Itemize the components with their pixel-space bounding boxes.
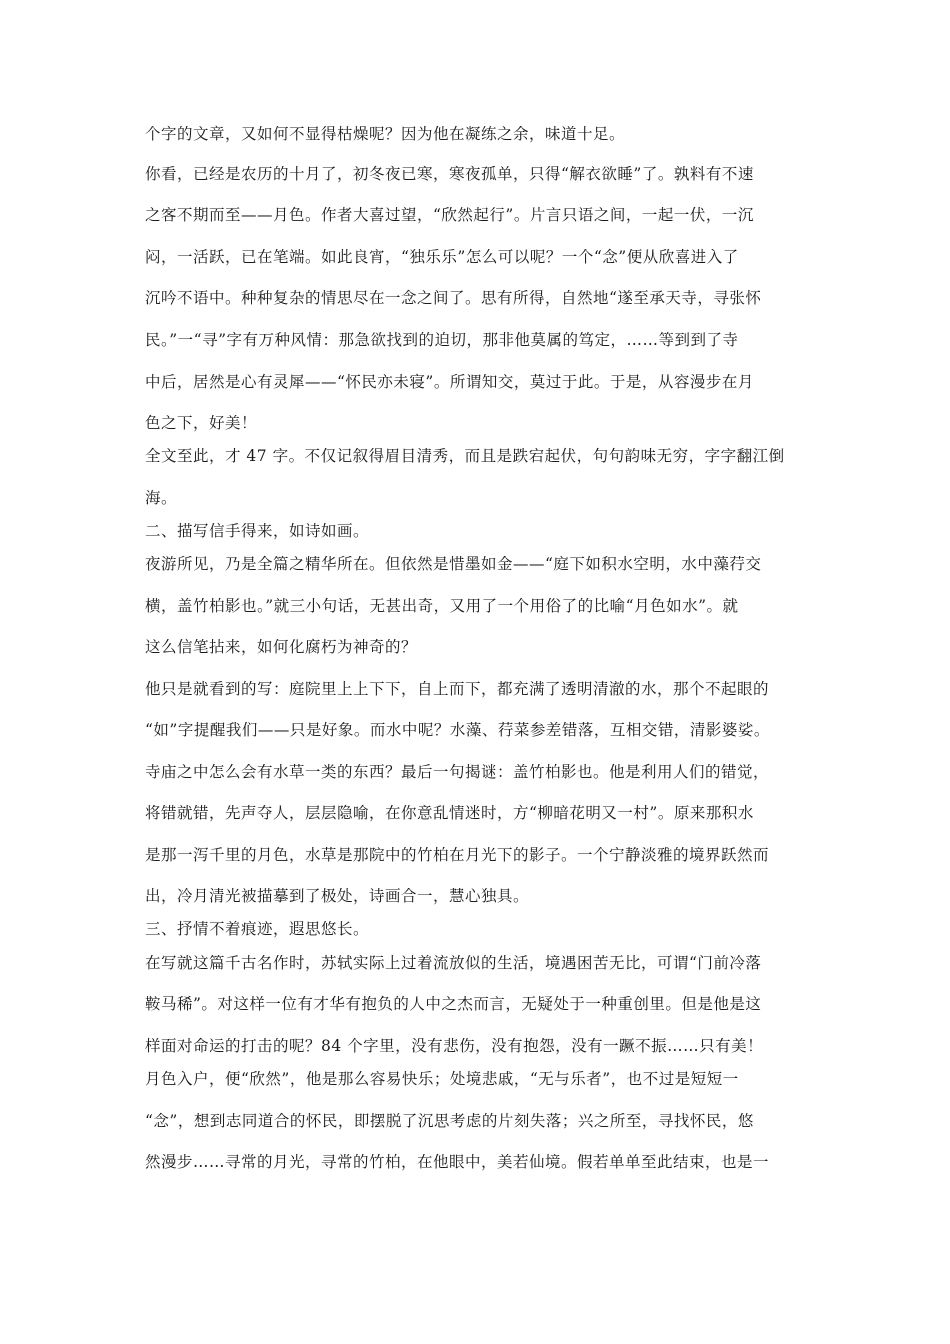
text-line: 这么信笔拈来，如何化腐朽为神奇的？	[145, 638, 418, 656]
text-line: 之客不期而至——月色。作者大喜过望，“欣然起行”。片言只语之间，一起一伏，一沉	[145, 206, 754, 224]
text-line: 闷，一活跃，已在笔端。如此良宵，“独乐乐”怎么可以呢？一个“念”便从欣喜进入了	[145, 248, 739, 266]
text-line: 月色入户，便“欣然”，他是那么容易快乐；处境悲戚，“无与乐者”，也不过是短短一	[145, 1070, 739, 1088]
section-heading: 二、描写信手得来，如诗如画。	[145, 522, 370, 540]
text-line: 出，冷月清光被描摹到了极处，诗画合一，慧心独具。	[145, 887, 530, 905]
text-line: 夜游所见，乃是全篇之精华所在。但依然是惜墨如金——“庭下如积水空明，水中藻荇交	[145, 555, 762, 573]
text-line: 然漫步……寻常的月光，寻常的竹柏，在他眼中，美若仙境。假若单单至此结束，也是一	[145, 1153, 770, 1171]
text-line: “如”字提醒我们——只是好象。而水中呢？水藻、荇菜参差错落，互相交错，清影婆娑。	[145, 721, 770, 739]
text-line: 全文至此，才 47 字。不仅记叙得眉目清秀，而且是跌宕起伏，句句韵味无穷，字字翻江倒	[145, 447, 785, 465]
text-line: 中后，居然是心有灵犀——“怀民亦未寝”。所谓知交，莫过于此。于是，从容漫步在月	[145, 373, 754, 391]
section-heading: 三、抒情不着痕迹，遐思悠长。	[145, 920, 370, 938]
text-line: 将错就错，先声夺人，层层隐喻，在你意乱情迷时，方“柳暗花明又一村”。原来那积水	[145, 804, 754, 822]
text-line: 是那一泻千里的月色，水草是那院中的竹柏在月光下的影子。一个宁静淡雅的境界跃然而	[145, 846, 770, 864]
text-line: 你看，已经是农历的十月了，初冬夜已寒，寒夜孤单，只得“解衣欲睡”了。孰料有不速	[145, 165, 754, 183]
text-line: 在写就这篇千古名作时，苏轼实际上过着流放似的生活，境遇困苦无比，可谓“门前冷落	[145, 954, 762, 972]
text-line: 海。	[145, 489, 178, 507]
text-line: 寺庙之中怎么会有水草一类的东西？最后一句揭谜：盖竹柏影也。他是利用人们的错觉，	[145, 763, 770, 781]
text-line: 色之下，好美！	[145, 414, 258, 432]
text-line: 他只是就看到的写：庭院里上上下下，自上而下，都充满了透明清澈的水，那个不起眼的	[145, 680, 770, 698]
text-line: 沉吟不语中。种种复杂的情思尽在一念之间了。思有所得，自然地“遂至承天寺，寻张怀	[145, 289, 762, 307]
text-line: “念”，想到志同道合的怀民，即摆脱了沉思考虑的片刻失落；兴之所至，寻找怀民，悠	[145, 1112, 754, 1130]
text-line: 民。”一“寻”字有万种风情：那急欲找到的迫切，那非他莫属的笃定，……等到到了寺	[145, 331, 739, 349]
text-line: 个字的文章，又如何不显得枯燥呢？因为他在凝练之余，味道十足。	[145, 125, 626, 143]
text-line: 样面对命运的打击的呢？84 个字里，没有悲伤，没有抱怨，没有一蹶不振……只有美！	[145, 1037, 764, 1055]
text-line: 横，盖竹柏影也。”就三小句话，无甚出奇，又用了一个用俗了的比喻“月色如水”。就	[145, 597, 739, 615]
text-line: 鞍马稀”。对这样一位有才华有抱负的人中之杰而言，无疑处于一种重创里。但是他是这	[145, 995, 762, 1013]
